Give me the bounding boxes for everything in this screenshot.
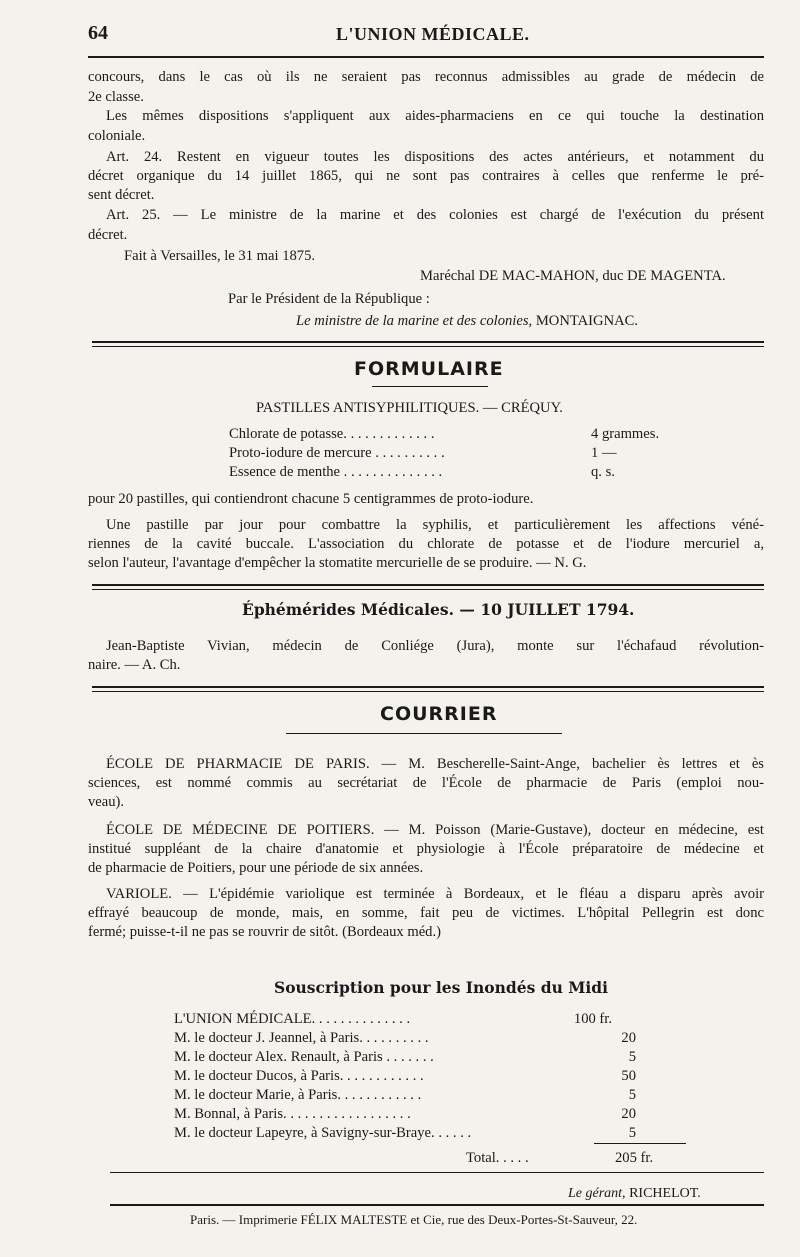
- newspaper-page: 64 L'UNION MÉDICALE. concours, dans le cas où ils ne seraient pas reconnus admissibles au grade de médecin de 2e classe. Les mêmes dispositions s'appliquent aux aides-pharmaciens en ce qui touche la destination coloniale. Art. 24. Restent en vigueur toutes les dispositions des actes antérieurs, et notamment du décret organique du 14 juillet 1865, qui ne sont pas contraires à celles que renferme le pré- sent décret. Art. 25. — Le ministre de la marine et des colonies est chargé de l'exécution du présent décret. Fait à Versailles, le 31 mai 1875. Maréchal DE MAC-MAHON, duc DE MAGENTA. Par le Président de la République : Le ministre de la marine et des colonies, MONTAIGNAC. FORMULAIRE PASTILLES ANTISYPHILITIQUES. — CRÉQUY. Chlorate de potasse. . . . . . . . . . . . . 4 grammes. Proto-iodure de mercure . . . . . . . . . . 1 — Essence de menthe . . . . . . . . . . . . . . q. s. pour 20 pastilles, qui contiendront chacune 5 centigrammes de proto-iodure. Une pastille par jour pour combattre la syphilis, et particulièrement les affections véné- riennes de la cavité buccale. L'association du chlorate de potasse et de l'iodure mercuriel a, selon l'auteur, l'avantage d'empêcher la stomatite mercurielle de se produire. — N. G. Éphémérides Médicales. — 10 JUILLET 1794. Jean-Baptiste Vivian, médecin de Conliége (Jura), monte sur l'échafaud révolution- naire. — A. Ch. COURRIER ÉCOLE DE PHARMACIE DE PARIS. — M. Bescherelle-Saint-Ange, bachelier ès lettres et ès sciences, est nommé commis au secrétariat de l'École de pharmacie de Paris (emploi nou- veau). ÉCOLE DE MÉDECINE DE POITIERS. — M. Poisson (Marie-Gustave), docteur en médecine, est institué suppléant de la chaire d'anatomie et physiologie à l'École préparatoire de médecine et de pharmacie de Poitiers, pour une période de six années. VARIOLE. — L'épidémie variolique est terminée à Bordeaux, et le fléau a disparu après avoir effrayé beaucoup de monde, mais, en somme, fait peu de victimes. L'hôpital Pellegrin est donc fermé; puisse-t-il ne pas se rouvrir de sitôt. (Bordeaux méd.) Souscription pour les Inondés du Midi L'UNION MÉDICALE. . . . . . . . . . . . . . 100 fr. M. le docteur J. Jeannel, à Paris. . . . . . . . . . 20 M. le docteur Alex. Renault, à Paris . . . . . . . 5 M. le docteur Ducos, à Paris. . . . . . . . . . . . 50 M. le docteur Marie, à Paris. . . . . . . . . . . . 5 M. Bonnal, à Paris. . . . . . . . . . . . . . . . . . 20 M. le docteur Lapeyre, à Savigny-sur-Braye. . . . . . 5 Total. . . . . 205 fr. Le gérant, RICHELOT. Paris. — Imprimerie FÉLIX MALTESTE et Cie, rue des Deux-Portes-St-Sauveur, 22.: [88, 22, 764, 1227]
- decree-date: Fait à Versailles, le 31 mai 1875.: [124, 248, 316, 264]
- total-amount: 205 fr.: [615, 1150, 654, 1166]
- minister-line: [296, 312, 638, 331]
- ephemerides-line: naire. — A. Ch.: [88, 657, 181, 673]
- ephemerides-title: Éphémérides Médicales. — 10 JUILLET 1794.: [242, 600, 635, 619]
- section-rule: [92, 584, 764, 586]
- title-underline: [286, 733, 562, 734]
- recipe-title: PASTILLES ANTISYPHILITIQUES. — CRÉQUY.: [256, 400, 563, 416]
- gerant-label: Le gérant,: [568, 1186, 626, 1201]
- title-underline: [372, 386, 488, 387]
- decree-line: Art. 25. — Le ministre de la marine et des colonies est chargé de l'exécution du présent: [106, 207, 764, 223]
- section-rule: [92, 589, 764, 590]
- decree-line: 2e classe.: [88, 89, 144, 105]
- decree-line: coloniale.: [88, 128, 146, 144]
- footer-rule: [110, 1204, 764, 1206]
- decree-line: sent décret.: [88, 187, 155, 203]
- decree-line: décret.: [88, 227, 128, 243]
- section-rule: [92, 346, 764, 347]
- section-rule: [92, 686, 764, 688]
- header-rule: [88, 56, 764, 58]
- total-label: Total. . . . .: [466, 1150, 529, 1166]
- by-president: Par le Président de la République :: [228, 291, 430, 307]
- gerant-name: RICHELOT.: [629, 1186, 701, 1201]
- formulaire-line: Une pastille par jour pour combattre la syphilis, et particulièrement les affections véné-: [106, 517, 764, 533]
- minister-name: MONTAIGNAC.: [535, 313, 639, 329]
- formulaire-line: selon l'auteur, l'avantage d'empêcher la stomatite mercurielle de se produire. — N. G.: [88, 555, 587, 571]
- imprint: Paris. — Imprimerie FÉLIX MALTESTE et Cie, rue des Deux-Portes-St-Sauveur, 22.: [190, 1212, 638, 1227]
- journal-title: L'UNION MÉDICALE.: [336, 24, 530, 44]
- ephemerides-line: Jean-Baptiste Vivian, médecin de Conliége (Jura), monte sur l'échafaud révolution-: [106, 638, 764, 654]
- total-rule: [594, 1143, 686, 1144]
- decree-line: Art. 24. Restent en vigueur toutes les dispositions des actes antérieurs, et notamment du: [106, 149, 764, 165]
- decree-line: décret organique du 14 juillet 1865, qui ne sont pas contraires à celles que renferme le pré-: [88, 168, 764, 184]
- decree-line: concours, dans le cas où ils ne seraient pas reconnus admissibles au grade de médecin de: [88, 69, 764, 85]
- formulaire-line: riennes de la cavité buccale. L'association du chlorate de potasse et de l'iodure mercuriel a,: [88, 536, 764, 552]
- minister-role: Le ministre de la marine et des colonies,: [296, 313, 533, 329]
- formulaire-line: pour 20 pastilles, qui contiendront chacune 5 centigrammes de proto-iodure.: [88, 491, 534, 507]
- footer-rule: [110, 1172, 764, 1173]
- signature: Maréchal DE MAC-MAHON, duc DE MAGENTA.: [420, 268, 726, 284]
- page-number: 64: [88, 22, 108, 44]
- section-rule: [92, 341, 764, 343]
- courrier-title: COURRIER: [380, 703, 498, 725]
- gerant-line: [568, 1186, 701, 1202]
- section-rule: [92, 691, 764, 692]
- decree-line: Les mêmes dispositions s'appliquent aux aides-pharmaciens en ce qui touche la destination: [106, 108, 764, 124]
- formulaire-title: FORMULAIRE: [354, 358, 504, 380]
- souscription-title: Souscription pour les Inondés du Midi: [274, 978, 609, 997]
